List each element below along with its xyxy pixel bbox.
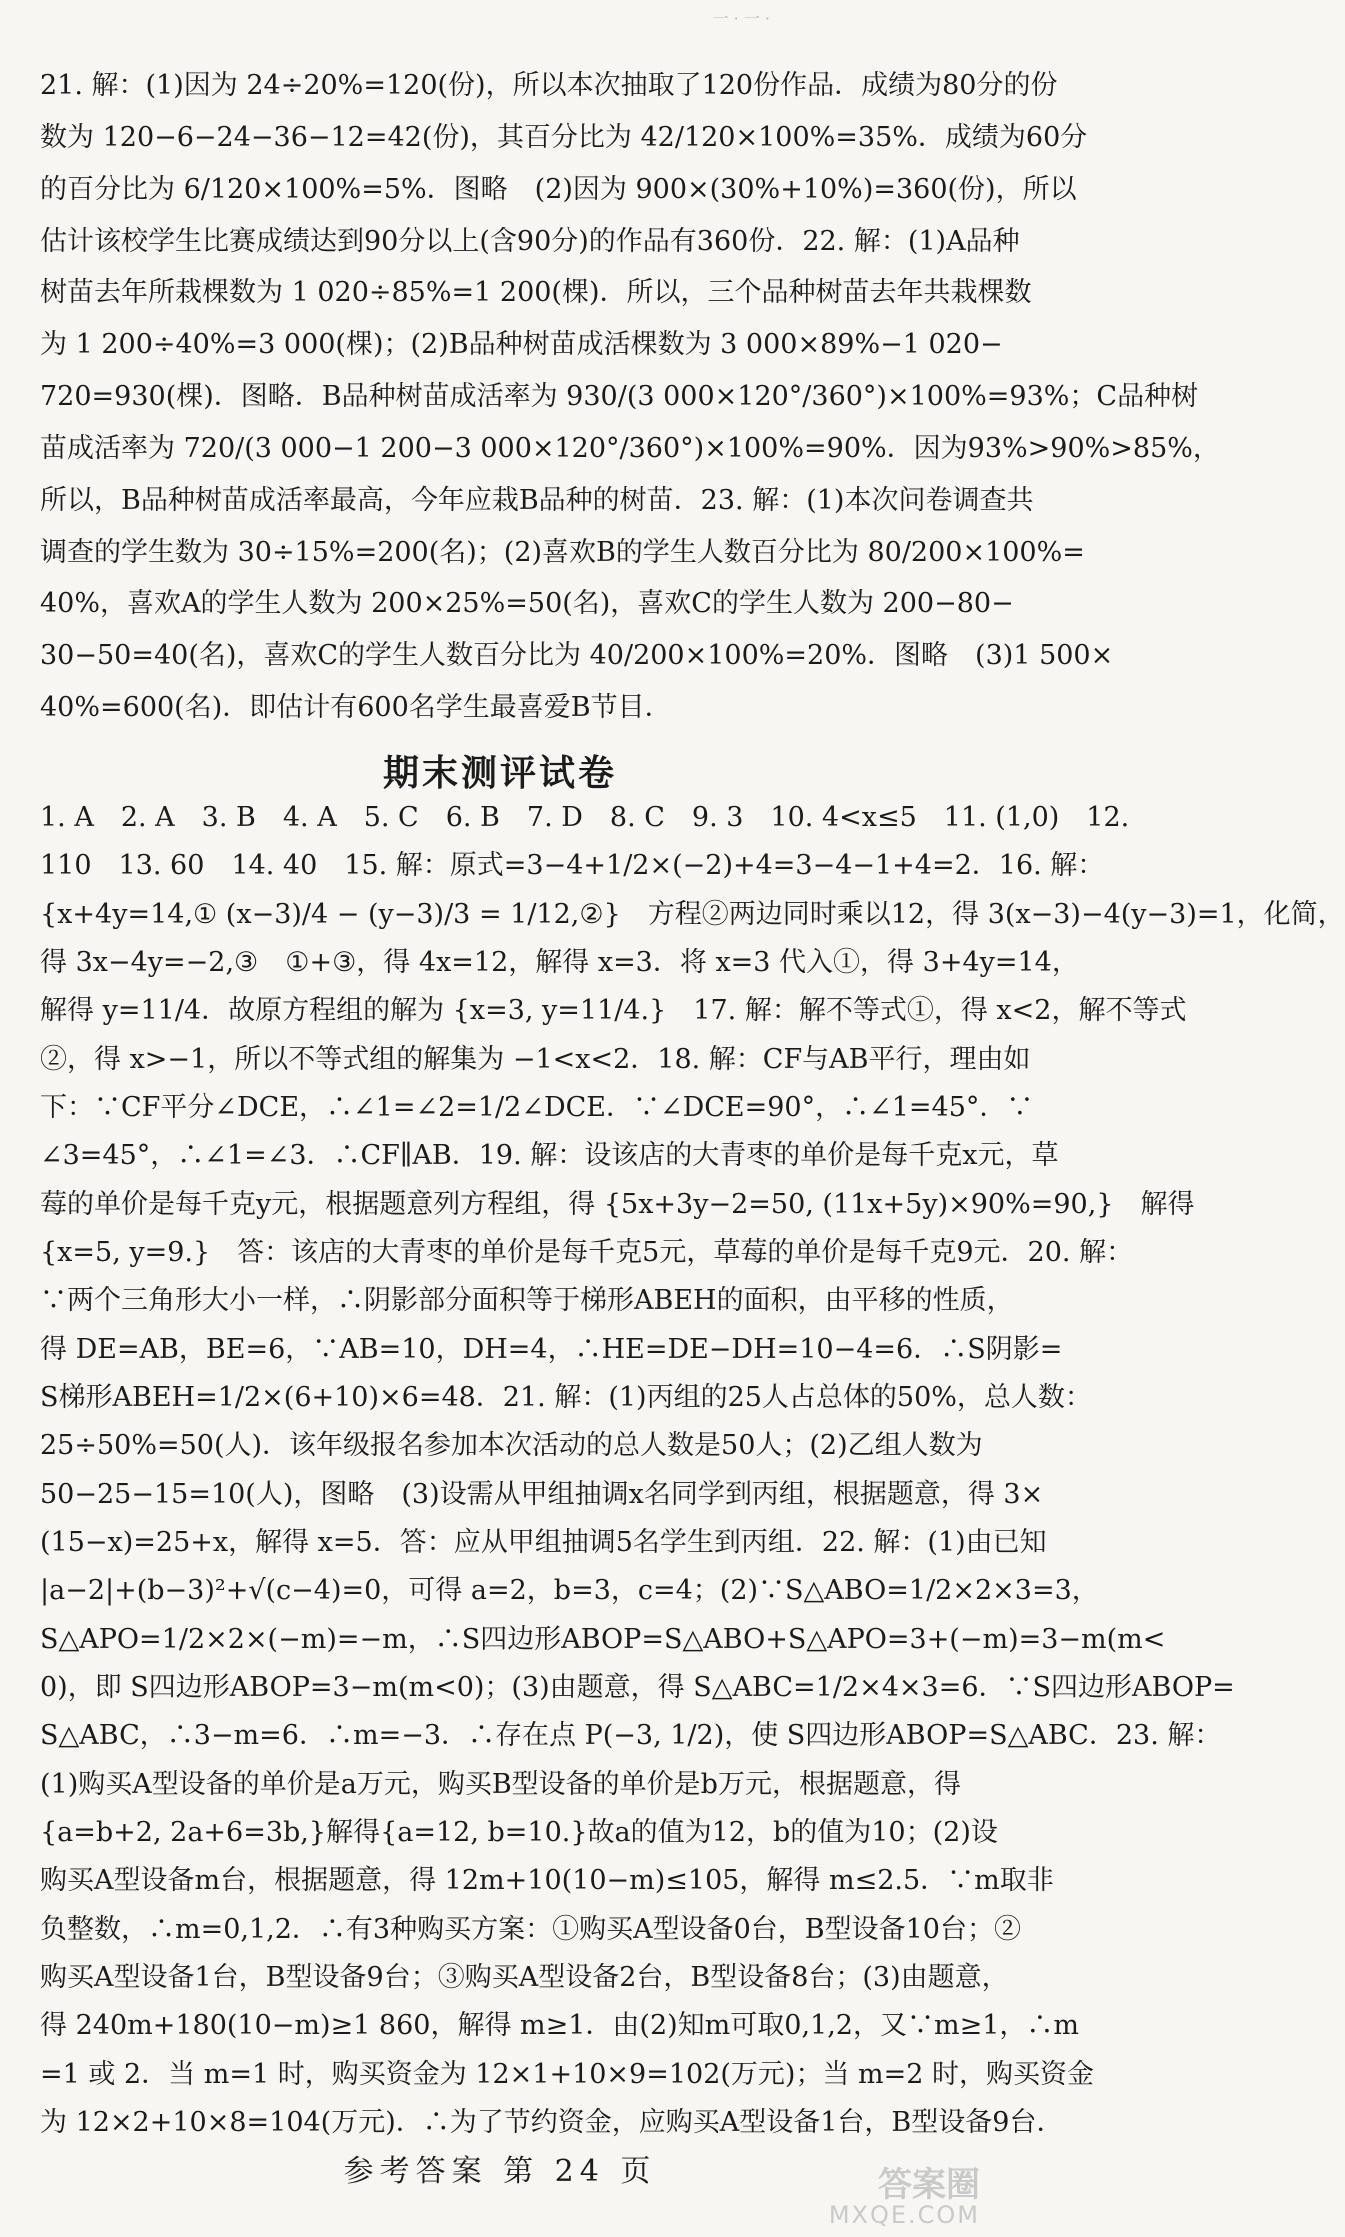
answer-line: ②，得 x>−1，所以不等式组的解集为 −1<x<2．18. 解：CF与AB平行，理由如: [40, 1044, 1031, 1075]
answer-line: 21. 解：(1)因为 24÷20%=120(份)，所以本次抽取了120份作品．成绩为80分的份: [40, 70, 1058, 101]
answer-line: 40%=600(名)．即估计有600名学生最喜爱B节目．: [40, 692, 672, 723]
answer-line: {x=5, y=9.} 答：该店的大青枣的单价是每千克5元，草莓的单价是每千克9元．20. 解：: [40, 1237, 1134, 1268]
answer-line: 树苗去年所栽棵数为 1 020÷85%=1 200(棵)．所以，三个品种树苗去年共栽棵数: [40, 277, 1032, 308]
watermark-logo-text: 答案圈: [878, 2165, 980, 2205]
answer-line: S△APO=1/2×2×(−m)=−m，∴S四边形ABOP=S△ABO+S△APO=3+(−m)=3−m(m<: [40, 1624, 1166, 1655]
answer-line: 50−25−15=10(人)，图略 (3)设需从甲组抽调x名同学到丙组，根据题意，得 3×: [40, 1479, 1044, 1510]
answer-line: 40%，喜欢A的学生人数为 200×25%=50(名)，喜欢C的学生人数为 200−80−: [40, 588, 1014, 619]
answer-line: 解得 y=11/4．故原方程组的解为 {x=3, y=11/4.} 17. 解：解不等式①，得 x<2，解不等式: [40, 995, 1187, 1026]
page-footer: 参考答案 第 24 页: [343, 2154, 657, 2189]
answer-line: 所以，B品种树苗成活率最高，今年应栽B品种的树苗．23. 解：(1)本次问卷调查共: [40, 485, 1034, 516]
section-title: 期末测评试卷: [382, 753, 617, 794]
answer-line: =1 或 2．当 m=1 时，购买资金为 12×1+10×9=102(万元)；当 m=2 时，购买资金: [40, 2059, 1095, 2090]
answer-line: 0)，即 S四边形ABOP=3−m(m<0)；(3)由题意，得 S△ABC=1/2×4×3=6．∵S四边形ABOP=: [40, 1672, 1235, 1703]
answer-line: 110 13. 60 14. 40 15. 解：原式=3−4+1/2×(−2)+4=3−4−1+4=2．16. 解：: [40, 850, 1105, 881]
answer-line: 负整数，∴m=0,1,2．∴有3种购买方案：①购买A型设备0台，B型设备10台；②: [40, 1914, 1021, 1945]
answer-line: 1. A 2. A 3. B 4. A 5. C 6. B 7. D 8. C 9. 3 10. 4<x≤5 11. (1,0) 12.: [40, 802, 1130, 833]
answer-line: S△ABC，∴3−m=6．∴m=−3．∴存在点 P(−3, 1/2)，使 S四边形ABOP=S△ABC．23. 解：: [40, 1720, 1222, 1751]
answer-line: 购买A型设备1台，B型设备9台；③购买A型设备2台，B型设备8台；(3)由题意，: [40, 1962, 1009, 1993]
answer-line: 莓的单价是每千克y元，根据题意列方程组，得 {5x+3y−2=50, (11x+5y)×90%=90,} 解得: [40, 1189, 1195, 1220]
answer-line: 30−50=40(名)，喜欢C的学生人数百分比为 40/200×100%=20%．图略 (3)1 500×: [40, 640, 1114, 671]
answer-line: 25÷50%=50(人)．该年级报名参加本次活动的总人数是50人；(2)乙组人数为: [40, 1430, 983, 1461]
watermark-url: MXQE.COM: [828, 2201, 980, 2229]
answer-line: ∠3=45°，∴∠1=∠3．∴CF∥AB．19. 解：设该店的大青枣的单价是每千克x元，草: [40, 1140, 1059, 1171]
watermark-logo: [720, 2165, 980, 2230]
answer-line: S梯形ABEH=1/2×(6+10)×6=48．21. 解：(1)丙组的25人占总体的50%，总人数：: [40, 1382, 1092, 1413]
answer-line: (15−x)=25+x，解得 x=5．答：应从甲组抽调5名学生到丙组．22. 解：(1)由已知: [40, 1527, 1047, 1558]
answer-line: ∵两个三角形大小一样，∴阴影部分面积等于梯形ABEH的面积，由平移的性质，: [40, 1285, 1014, 1316]
answer-line: 购买A型设备m台，根据题意，得 12m+10(10−m)≤105，解得 m≤2.5．∵m取非: [40, 1865, 1054, 1896]
answer-line: {x+4y=14,① (x−3)/4 − (y−3)/3 = 1/12,②} 方程②两边同时乘以12，得 3(x−3)−4(y−3)=1，化简，: [40, 899, 1345, 930]
answer-line: 的百分比为 6/120×100%=5%．图略 (2)因为 900×(30%+10%)=360(份)，所以: [40, 174, 1077, 205]
answer-line: 数为 120−6−24−36−12=42(份)，其百分比为 42/120×100%=35%．成绩为60分: [40, 122, 1088, 153]
answer-line: 720=930(棵)．图略．B品种树苗成活率为 930/(3 000×120°/360°)×100%=93%；C品种树: [40, 381, 1199, 412]
answer-line: 调查的学生数为 30÷15%=200(名)；(2)喜欢B的学生人数百分比为 80/200×100%=: [40, 537, 1085, 568]
answer-line: 下：∵CF平分∠DCE，∴∠1=∠2=1/2∠DCE．∵∠DCE=90°，∴∠1=45°．∵: [40, 1092, 1034, 1123]
answer-line: 得 DE=AB，BE=6，∵AB=10，DH=4，∴HE=DE−DH=10−4=6．∴S阴影=: [40, 1334, 1063, 1365]
answer-line: 为 1 200÷40%=3 000(棵)；(2)B品种树苗成活棵数为 3 000×89%−1 020−: [40, 329, 1003, 360]
answer-line: |a−2|+(b−3)²+√(c−4)=0，可得 a=2，b=3，c=4；(2)∵S△ABO=1/2×2×3=3，: [40, 1575, 1099, 1606]
answer-line: {a=b+2, 2a+6=3b,}解得{a=12, b=10.}故a的值为12，b的值为10；(2)设: [40, 1817, 998, 1848]
answer-line: 得 240m+180(10−m)≥1 860，解得 m≥1．由(2)知m可取0,1,2，又∵m≥1，∴m: [40, 2010, 1079, 2041]
answer-line: 苗成活率为 720/(3 000−1 200−3 000×120°/360°)×100%=90%．因为93%>90%>85%，: [40, 433, 1220, 464]
answer-line: 得 3x−4y=−2,③ ①+③，得 4x=12，解得 x=3．将 x=3 代入①，得 3+4y=14，: [40, 947, 1079, 978]
answer-line: 为 12×2+10×8=104(万元)．∴为了节约资金，应购买A型设备1台，B型设备9台．: [40, 2107, 1064, 2138]
answer-line: (1)购买A型设备的单价是a万元，购买B型设备的单价是b万元，根据题意，得: [40, 1769, 961, 1800]
answer-line: 估计该校学生比赛成绩达到90分以上(含90分)的作品有360份．22. 解：(1)A品种: [40, 226, 1020, 257]
corner-mark: 一 · 一 ·: [712, 9, 770, 28]
